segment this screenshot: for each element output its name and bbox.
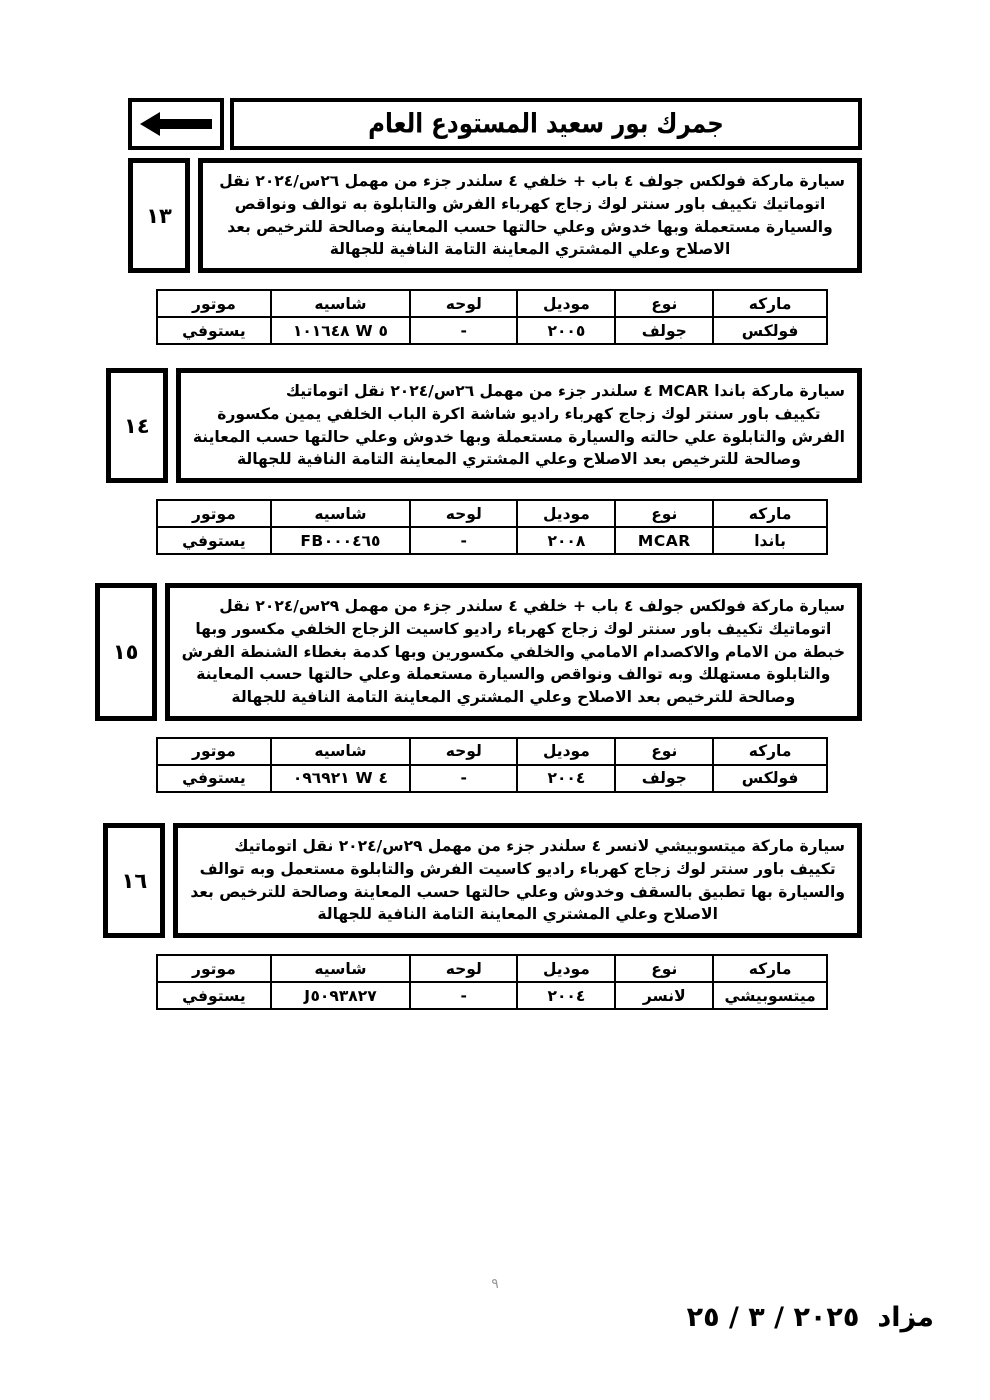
item-description-box [173, 823, 862, 938]
cell-model: ٢٠٠٤ [517, 982, 615, 1009]
item-description-line: تكييف باور سنتر لوك زجاج كهرباء راديو شاشة اكرة الباب الخلفي يمين مكسورة [217, 404, 821, 423]
table-row [157, 317, 827, 344]
item-description-line: الفرش والتابلوة علي حالته والسيارة مستعملة وبها خدوش وعلي حالتها حسب المعاينة [192, 427, 845, 446]
cell-model: ٢٠٠٨ [517, 527, 615, 554]
cell-marka: فولكس [713, 765, 827, 792]
cell-chassis: FB٠٠٠٤٦٥ [271, 527, 410, 554]
column-header-motor: موتور [157, 500, 271, 527]
item-description-line: سيارة ماركة ميتسوبيشي لانسر ٤ سلندر جزء من مهمل ٢٩س/٢٠٢٤ نقل اتوماتيك [234, 837, 845, 855]
item-description-box [165, 583, 862, 721]
item-description-line: والتابلوة مستهلك وبه توالف ونواقص والسيارة مستعملة وعلي حالتها حسب المعاينة [196, 665, 831, 684]
column-header-model: موديل [517, 955, 615, 982]
column-header-motor: موتور [157, 955, 271, 982]
cell-marka: باندا [713, 527, 827, 554]
item-description-box [198, 158, 862, 273]
table-header-row [157, 500, 827, 527]
item-description-line: الاصلاح وعلي المشتري المعاينة التامة النافية للجهالة [317, 905, 718, 924]
table-row [157, 527, 827, 554]
cell-louha: - [410, 765, 517, 792]
column-header-louha: لوحه [410, 500, 517, 527]
spec-table-wrapper [128, 954, 862, 1010]
item-block [121, 823, 862, 1010]
column-header-chassis: شاسيه [271, 955, 410, 982]
item-description-row [112, 583, 862, 721]
table-row [157, 982, 827, 1009]
column-header-marka: ماركه [713, 955, 827, 982]
column-header-motor: موتور [157, 290, 271, 317]
item-number: ١٤ [124, 413, 150, 438]
cell-louha: - [410, 982, 517, 1009]
spec-table-wrapper [128, 499, 862, 555]
cell-chassis: J٥٠٩٣٨٢٧ [271, 982, 410, 1009]
cell-model: ٢٠٠٤ [517, 765, 615, 792]
item-description-line: والسيارة مستعملة وبها خدوش وعلي حالتها حسب المعاينة وصالحة للترخيص بعد [227, 217, 833, 236]
item-number-box [103, 823, 165, 938]
vehicle-spec-table [156, 737, 828, 793]
item-description-row [128, 158, 862, 273]
column-header-louha: لوحه [410, 738, 517, 765]
auction-label: مزاد [877, 1302, 934, 1333]
item-description-line: الاصلاح وعلي المشتري المعاينة التامة النافية للجهالة [329, 240, 731, 259]
cell-marka: فولكس [713, 317, 827, 344]
cell-marka: ميتسوبيشي [713, 982, 827, 1009]
column-header-noa: نوع [615, 738, 713, 765]
auction-date: ٢٠٢٥ / ٣ / ٢٥ [686, 1302, 860, 1333]
cell-chassis: ٥ W ١٠١٦٤٨ [271, 317, 410, 344]
vehicle-spec-table [156, 954, 828, 1010]
page-title: جمرك بور سعيد المستودع العام [368, 108, 724, 140]
column-header-noa: نوع [615, 500, 713, 527]
column-header-louha: لوحه [410, 955, 517, 982]
item-number: ١٥ [112, 639, 139, 664]
item-description-line: اتوماتيك تكييف باور سنتر لوك زجاج كهرباء راديو كاسيت الزجاج الخلفي مكسور وبها [195, 619, 832, 638]
item-description-line: تكييف باور سنتر لوك زجاج كهرباء راديو كاسيت الفرش والتابلوة مستعمل وبه توالف [199, 859, 836, 878]
column-header-marka: ماركه [713, 738, 827, 765]
column-header-motor: موتور [157, 738, 271, 765]
column-header-louha: لوحه [410, 290, 517, 317]
item-description-line: خبطة من الامام والاكصدام الامامي والخلفي مكسورين وبها كدمة بغطاء الشنطة الفرش [181, 642, 845, 661]
cell-motor: يستوفي [157, 527, 271, 554]
column-header-model: موديل [517, 738, 615, 765]
header-arrow-box [128, 98, 224, 150]
item-number: ١٦ [121, 868, 148, 893]
cell-chassis: ٤ W ٠٩٦٩٢١ [271, 765, 410, 792]
item-block [124, 368, 862, 555]
item-description-line: وصالحة للترخيص بعد الاصلاح وعلي المشتري المعاينة التامة النافية للجهالة [237, 450, 801, 469]
arrow-left-icon [140, 111, 212, 137]
item-number-box [106, 368, 168, 483]
item-description-line: سيارة ماركة فولكس جولف ٤ باب + خلفي ٤ سلندر جزء من مهمل ٢٦س/٢٠٢٤ نقل [219, 172, 845, 190]
vehicle-spec-table [156, 499, 828, 555]
header-title-box [230, 98, 862, 150]
item-number-box [95, 583, 157, 721]
cell-noa: جولف [615, 765, 713, 792]
table-header-row [157, 955, 827, 982]
item-description-row [121, 823, 862, 938]
cell-noa: MCAR [615, 527, 713, 554]
table-header-row [157, 738, 827, 765]
column-header-model: موديل [517, 290, 615, 317]
table-header-row [157, 290, 827, 317]
item-number: ١٣ [146, 203, 172, 228]
vehicle-spec-table [156, 289, 828, 345]
spec-table-wrapper [128, 289, 862, 345]
column-header-noa: نوع [615, 290, 713, 317]
cell-motor: يستوفي [157, 317, 271, 344]
item-description-box [176, 368, 862, 483]
item-description-line: اتوماتيك تكييف باور سنتر لوك زجاج كهرباء الفرش والتابلوة به توالف ونواقص [234, 194, 826, 213]
document-header [128, 98, 862, 150]
column-header-noa: نوع [615, 955, 713, 982]
column-header-model: موديل [517, 500, 615, 527]
column-header-marka: ماركه [713, 500, 827, 527]
cell-louha: - [410, 317, 517, 344]
cell-model: ٢٠٠٥ [517, 317, 615, 344]
cell-noa: لانسر [615, 982, 713, 1009]
item-block [128, 158, 862, 345]
cell-motor: يستوفي [157, 765, 271, 792]
auction-date-stamp [687, 1302, 934, 1333]
page-number: ٩ [491, 1276, 499, 1292]
column-header-marka: ماركه [713, 290, 827, 317]
table-row [157, 765, 827, 792]
item-block [112, 583, 862, 793]
item-description-line: وصالحة للترخيص بعد الاصلاح وعلي المشتري المعاينة التامة النافية للجهالة [231, 688, 796, 707]
column-header-chassis: شاسيه [271, 500, 410, 527]
item-number-box [128, 158, 190, 273]
column-header-chassis: شاسيه [271, 738, 410, 765]
column-header-chassis: شاسيه [271, 290, 410, 317]
cell-motor: يستوفي [157, 982, 271, 1009]
item-description-row [124, 368, 862, 483]
spec-table-wrapper [128, 737, 862, 793]
item-description-line: سيارة ماركة فولكس جولف ٤ باب + خلفي ٤ سلندر جزء من مهمل ٢٩س/٢٠٢٤ نقل [219, 597, 845, 615]
item-description-line: والسيارة بها تطبيق بالسقف وخدوش وعلي حالتها حسب المعاينة وصالحة للترخيص بعد [190, 882, 845, 901]
cell-louha: - [410, 527, 517, 554]
cell-noa: جولف [615, 317, 713, 344]
item-description-line: سيارة ماركة باندا MCAR ٤ سلندر جزء من مهمل ٢٦س/٢٠٢٤ نقل اتوماتيك [285, 382, 845, 400]
